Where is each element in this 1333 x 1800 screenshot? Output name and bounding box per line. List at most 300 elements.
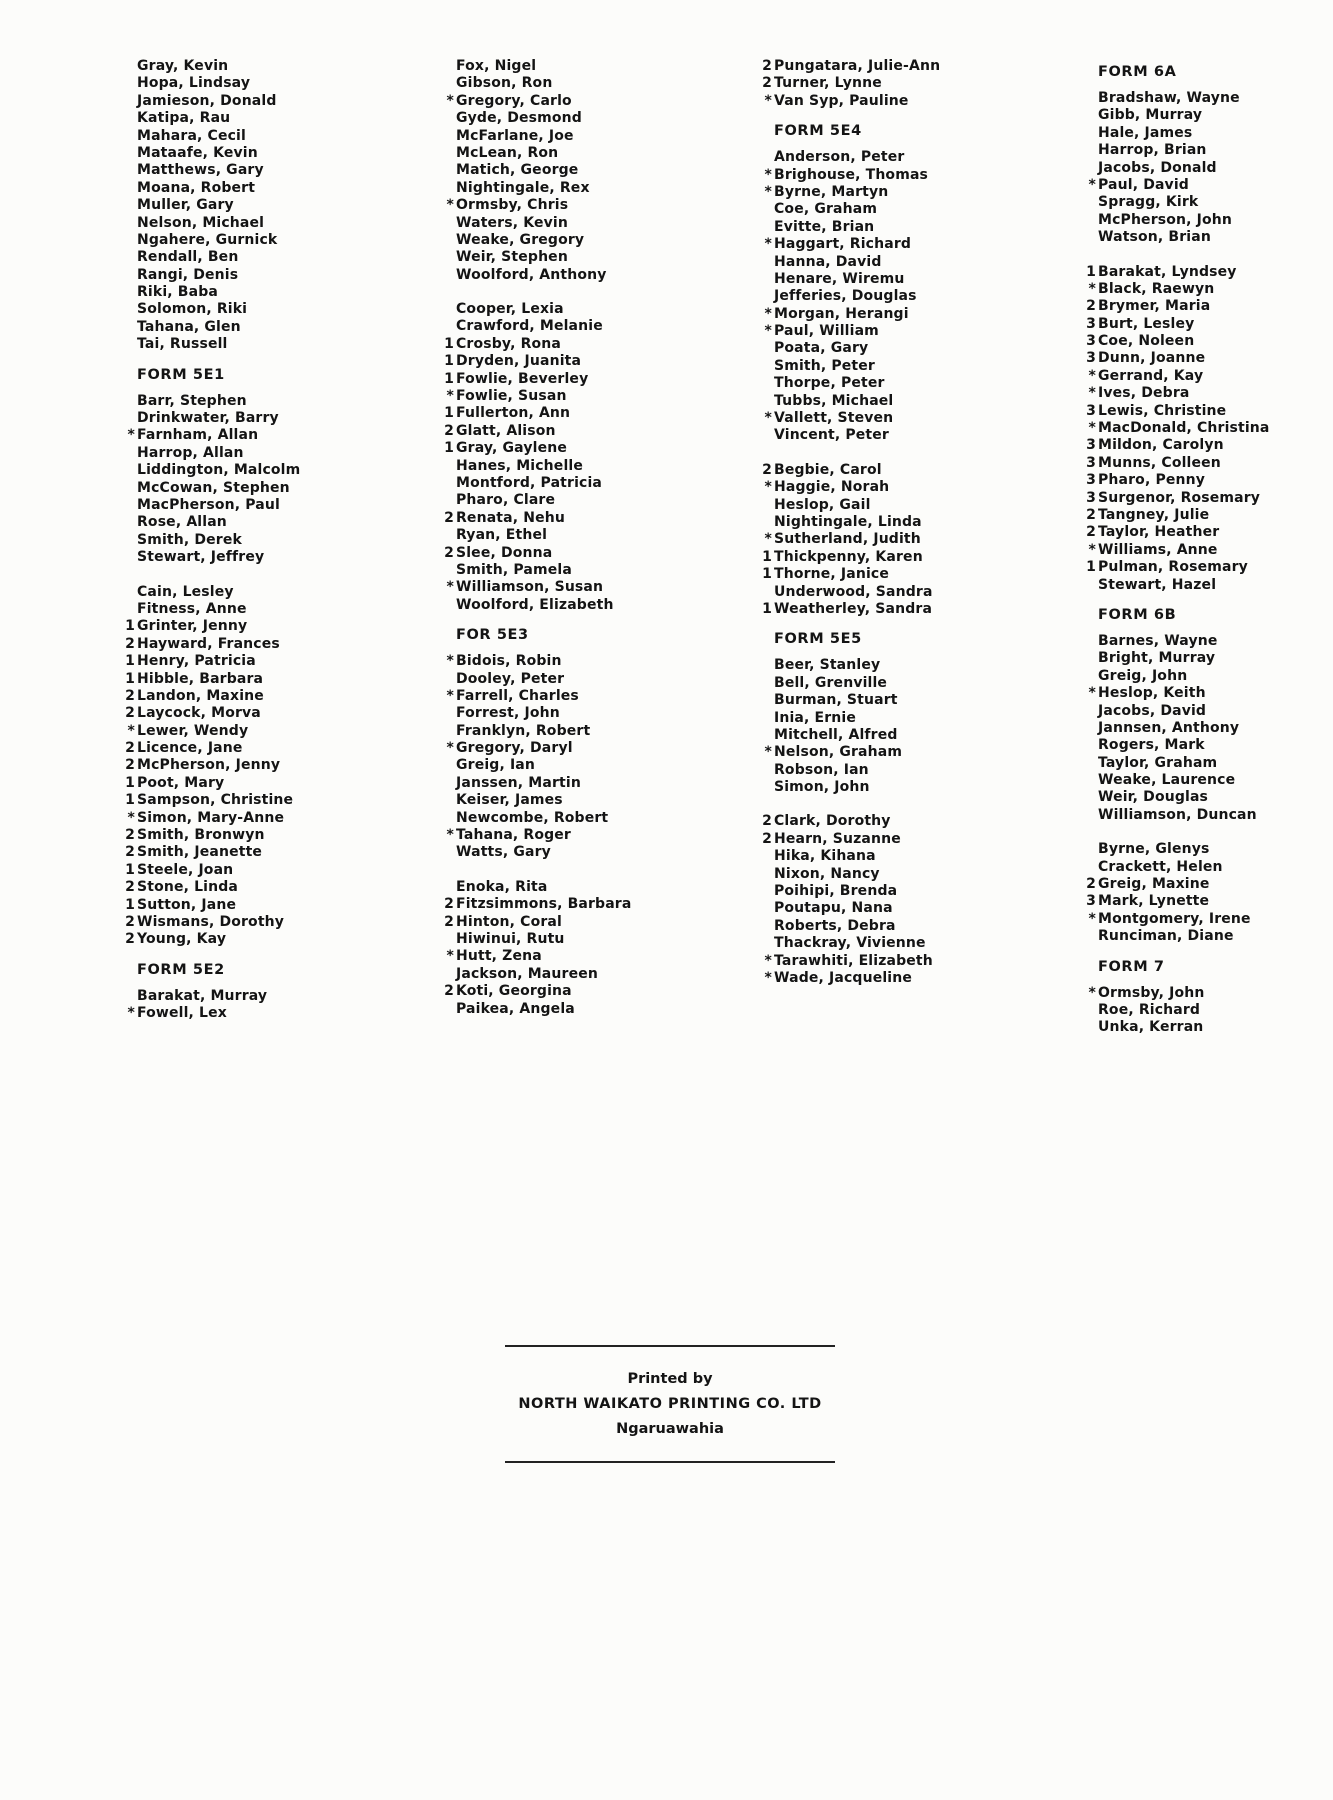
student-entry bbox=[1076, 685, 1333, 702]
student-name: Jannsen, Anthony bbox=[1098, 719, 1240, 736]
entry-mark: * bbox=[764, 969, 772, 986]
entry-mark: 2 bbox=[125, 705, 135, 722]
student-name: Spragg, Kirk bbox=[1098, 194, 1199, 211]
student-entry bbox=[752, 762, 1012, 779]
student-entry bbox=[752, 549, 1012, 566]
student-entry bbox=[752, 657, 1012, 674]
student-name: Munns, Colleen bbox=[1098, 454, 1221, 471]
student-entry bbox=[1076, 142, 1333, 159]
student-entry bbox=[752, 375, 1012, 392]
student-name: Thickpenny, Karen bbox=[774, 548, 923, 565]
student-entry bbox=[1076, 668, 1333, 685]
student-name: Watson, Brian bbox=[1098, 229, 1211, 246]
student-entry bbox=[434, 775, 694, 792]
entry-mark: 2 bbox=[762, 461, 772, 478]
student-name: Ormsby, John bbox=[1098, 984, 1205, 1001]
student-name: Weatherley, Sandra bbox=[774, 600, 933, 617]
student-entry bbox=[434, 458, 694, 475]
student-name: Brymer, Maria bbox=[1098, 298, 1211, 315]
entry-mark: * bbox=[446, 579, 454, 596]
student-entry bbox=[115, 75, 375, 92]
entry-mark: * bbox=[764, 92, 772, 109]
student-entry bbox=[1076, 264, 1333, 281]
entry-mark: 3 bbox=[1086, 893, 1096, 910]
student-name: Roe, Richard bbox=[1098, 1001, 1201, 1018]
student-entry bbox=[115, 427, 375, 444]
student-name: Fox, Nigel bbox=[456, 58, 537, 74]
student-name: McLean, Ron bbox=[456, 144, 559, 161]
student-name: Sutton, Jane bbox=[137, 896, 237, 913]
student-name: Pungatara, Julie-Ann bbox=[774, 58, 941, 74]
student-name: Grinter, Jenny bbox=[137, 618, 248, 635]
student-name: Roberts, Debra bbox=[774, 917, 896, 934]
student-entry bbox=[752, 900, 1012, 917]
student-name: Fowlie, Susan bbox=[456, 388, 567, 405]
student-entry bbox=[434, 688, 694, 705]
entry-mark: * bbox=[1088, 367, 1096, 384]
student-name: Young, Kay bbox=[137, 931, 227, 948]
student-entry bbox=[434, 336, 694, 353]
student-entry bbox=[434, 180, 694, 197]
entry-mark: 1 bbox=[1086, 559, 1096, 576]
student-name: Poihipi, Brenda bbox=[774, 883, 898, 900]
student-name: Mitchell, Alfred bbox=[774, 726, 898, 743]
student-entry bbox=[1076, 437, 1333, 454]
student-name: Haggart, Richard bbox=[774, 236, 912, 253]
student-name: McPherson, John bbox=[1098, 211, 1232, 228]
student-entry bbox=[1076, 368, 1333, 385]
group-spacer bbox=[115, 567, 375, 584]
student-entry bbox=[1076, 177, 1333, 194]
student-entry bbox=[115, 723, 375, 740]
student-name: Taylor, Graham bbox=[1098, 754, 1218, 771]
entry-mark: * bbox=[764, 531, 772, 548]
student-name: Keiser, James bbox=[456, 792, 563, 809]
entry-mark: 1 bbox=[444, 335, 454, 352]
student-entry bbox=[752, 479, 1012, 496]
printer-imprint bbox=[505, 1345, 835, 1463]
student-entry bbox=[115, 58, 375, 75]
student-name: Licence, Jane bbox=[137, 740, 243, 757]
entry-mark: * bbox=[1088, 385, 1096, 402]
student-entry bbox=[1076, 772, 1333, 789]
entry-mark: 2 bbox=[125, 879, 135, 896]
student-entry bbox=[752, 254, 1012, 271]
student-entry bbox=[115, 319, 375, 336]
student-entry bbox=[1076, 650, 1333, 667]
student-entry bbox=[1076, 755, 1333, 772]
entry-mark: * bbox=[446, 827, 454, 844]
entry-mark: 2 bbox=[762, 830, 772, 847]
student-name: Mark, Lynette bbox=[1098, 893, 1210, 910]
student-entry bbox=[752, 514, 1012, 531]
entry-mark: 3 bbox=[1086, 315, 1096, 332]
student-name: Poutapu, Nana bbox=[774, 900, 893, 917]
student-name: Tai, Russell bbox=[137, 336, 228, 353]
student-name: Williamson, Duncan bbox=[1098, 806, 1257, 823]
student-name: Woolford, Elizabeth bbox=[456, 596, 614, 613]
student-entry bbox=[434, 671, 694, 688]
student-entry bbox=[434, 757, 694, 774]
student-entry bbox=[434, 371, 694, 388]
student-name: Solomon, Riki bbox=[137, 301, 248, 318]
student-entry bbox=[434, 128, 694, 145]
form-heading: FORM 5E5 bbox=[774, 631, 862, 648]
student-entry bbox=[752, 462, 1012, 479]
student-entry bbox=[115, 862, 375, 879]
student-entry bbox=[1076, 876, 1333, 893]
student-name: Gregory, Carlo bbox=[456, 92, 572, 109]
student-entry bbox=[752, 201, 1012, 218]
entry-mark: 2 bbox=[762, 813, 772, 830]
student-entry bbox=[1076, 125, 1333, 142]
student-name: Glatt, Alison bbox=[456, 422, 556, 439]
student-entry bbox=[434, 110, 694, 127]
student-name: Forrest, John bbox=[456, 705, 560, 722]
student-entry bbox=[752, 601, 1012, 618]
student-name: Byrne, Glenys bbox=[1098, 841, 1210, 858]
printer-town: Ngaruawahia bbox=[616, 1421, 724, 1437]
student-name: Fitness, Anne bbox=[137, 600, 247, 617]
student-entry bbox=[434, 931, 694, 948]
entry-mark: * bbox=[127, 809, 135, 826]
group-spacer bbox=[1076, 247, 1333, 264]
student-name: Underwood, Sandra bbox=[774, 583, 933, 600]
entry-mark: * bbox=[764, 744, 772, 761]
student-entry bbox=[115, 584, 375, 601]
student-name: Haggie, Norah bbox=[774, 479, 890, 496]
student-entry bbox=[434, 844, 694, 861]
student-name: Tahana, Roger bbox=[456, 827, 571, 844]
entry-mark: 2 bbox=[444, 509, 454, 526]
student-entry bbox=[434, 145, 694, 162]
student-name: Greig, Ian bbox=[456, 757, 536, 774]
entry-mark: 1 bbox=[125, 792, 135, 809]
student-entry bbox=[1076, 350, 1333, 367]
student-entry bbox=[115, 410, 375, 427]
student-entry bbox=[1076, 703, 1333, 720]
student-name: Smith, Pamela bbox=[456, 561, 572, 578]
student-entry bbox=[115, 462, 375, 479]
student-entry bbox=[752, 727, 1012, 744]
student-entry bbox=[752, 866, 1012, 883]
student-name: Dunn, Joanne bbox=[1098, 350, 1206, 367]
student-name: Muller, Gary bbox=[137, 197, 234, 214]
student-name: Sutherland, Judith bbox=[774, 531, 921, 548]
student-name: Heslop, Keith bbox=[1098, 685, 1206, 702]
student-entry bbox=[434, 232, 694, 249]
student-name: Wade, Jacqueline bbox=[774, 969, 912, 986]
student-name: Hibble, Barbara bbox=[137, 670, 264, 687]
student-name: Hanna, David bbox=[774, 253, 882, 270]
student-entry bbox=[115, 844, 375, 861]
entry-mark: 2 bbox=[125, 635, 135, 652]
student-name: Smith, Bronwyn bbox=[137, 827, 265, 844]
student-entry bbox=[434, 579, 694, 596]
student-entry bbox=[434, 792, 694, 809]
student-entry bbox=[434, 983, 694, 1000]
student-name: Tarawhiti, Elizabeth bbox=[774, 952, 933, 969]
student-entry bbox=[115, 128, 375, 145]
entry-mark: 2 bbox=[125, 844, 135, 861]
student-entry bbox=[115, 988, 375, 1005]
student-name: Thackray, Vivienne bbox=[774, 935, 926, 952]
student-entry bbox=[1076, 985, 1333, 1002]
entry-mark: * bbox=[1088, 685, 1096, 702]
student-name: Beer, Stanley bbox=[774, 657, 881, 674]
entry-mark: * bbox=[1088, 280, 1096, 297]
name-column-1 bbox=[115, 58, 375, 1023]
student-entry bbox=[115, 549, 375, 566]
student-name: Simon, Mary-Anne bbox=[137, 809, 285, 826]
student-name: Mataafe, Kevin bbox=[137, 144, 258, 161]
student-name: Anderson, Peter bbox=[774, 149, 905, 166]
student-entry bbox=[752, 883, 1012, 900]
student-name: Hopa, Lindsay bbox=[137, 75, 251, 92]
student-entry bbox=[115, 197, 375, 214]
entry-mark: * bbox=[764, 323, 772, 340]
student-entry bbox=[1076, 90, 1333, 107]
entry-mark: * bbox=[1088, 541, 1096, 558]
student-entry bbox=[115, 162, 375, 179]
student-name: Bright, Murray bbox=[1098, 650, 1216, 667]
student-name: Harrop, Allan bbox=[137, 444, 244, 461]
student-name: Rose, Allan bbox=[137, 514, 227, 531]
student-name: Gyde, Desmond bbox=[456, 110, 582, 127]
student-name: Henry, Patricia bbox=[137, 653, 256, 670]
entry-mark: 1 bbox=[444, 405, 454, 422]
student-entry bbox=[1076, 633, 1333, 650]
student-entry bbox=[115, 671, 375, 688]
student-name: Dooley, Peter bbox=[456, 670, 565, 687]
form-heading: FORM 7 bbox=[1098, 958, 1165, 975]
student-name: Hayward, Frances bbox=[137, 635, 280, 652]
student-entry bbox=[115, 618, 375, 635]
student-name: Simon, John bbox=[774, 779, 870, 796]
bottom-rule bbox=[505, 1461, 835, 1463]
student-entry bbox=[115, 914, 375, 931]
student-entry bbox=[115, 445, 375, 462]
form-heading: FORM 6B bbox=[1098, 606, 1177, 623]
student-name: Hinton, Coral bbox=[456, 913, 562, 930]
student-name: Mahara, Cecil bbox=[137, 127, 246, 144]
student-name: Coe, Graham bbox=[774, 201, 878, 218]
student-name: Laycock, Morva bbox=[137, 705, 261, 722]
student-entry bbox=[1076, 859, 1333, 876]
entry-mark: * bbox=[764, 183, 772, 200]
student-entry bbox=[434, 510, 694, 527]
student-entry bbox=[752, 288, 1012, 305]
student-name: Nelson, Graham bbox=[774, 744, 903, 761]
group-spacer bbox=[1076, 824, 1333, 841]
student-name: Smith, Jeanette bbox=[137, 844, 263, 861]
entry-mark: 2 bbox=[125, 931, 135, 948]
student-name: Jefferies, Douglas bbox=[774, 288, 917, 305]
student-name: Ryan, Ethel bbox=[456, 527, 548, 544]
student-entry bbox=[434, 440, 694, 457]
entry-mark: 3 bbox=[1086, 454, 1096, 471]
entry-mark: * bbox=[764, 952, 772, 969]
student-name: Weir, Stephen bbox=[456, 249, 568, 266]
student-entry bbox=[115, 1005, 375, 1022]
group-spacer bbox=[752, 796, 1012, 813]
student-entry bbox=[115, 249, 375, 266]
printer-company: NORTH WAIKATO PRINTING CO. LTD bbox=[518, 1396, 822, 1412]
student-entry bbox=[115, 601, 375, 618]
student-entry bbox=[434, 810, 694, 827]
student-entry bbox=[752, 831, 1012, 848]
student-name: Barakat, Lyndsey bbox=[1098, 263, 1237, 280]
student-entry bbox=[115, 180, 375, 197]
student-entry bbox=[1076, 455, 1333, 472]
entry-mark: * bbox=[1088, 420, 1096, 437]
student-entry bbox=[115, 532, 375, 549]
top-rule bbox=[505, 1345, 835, 1347]
student-entry bbox=[434, 740, 694, 757]
student-name: Van Syp, Pauline bbox=[774, 92, 909, 109]
student-name: Hika, Kihana bbox=[774, 848, 876, 865]
name-column-4 bbox=[1076, 58, 1333, 1037]
student-name: Koti, Georgina bbox=[456, 983, 572, 1000]
entry-mark: * bbox=[446, 948, 454, 965]
student-entry bbox=[434, 527, 694, 544]
entry-mark: * bbox=[127, 722, 135, 739]
student-name: Stewart, Jeffrey bbox=[137, 549, 265, 566]
student-entry bbox=[1076, 542, 1333, 559]
student-name: Mildon, Carolyn bbox=[1098, 437, 1224, 454]
student-entry bbox=[434, 353, 694, 370]
student-name: Williams, Anne bbox=[1098, 541, 1218, 558]
student-name: Steele, Joan bbox=[137, 861, 234, 878]
entry-mark: 2 bbox=[1086, 506, 1096, 523]
student-entry bbox=[1076, 559, 1333, 576]
entry-mark: * bbox=[1088, 984, 1096, 1001]
student-entry bbox=[1076, 841, 1333, 858]
student-name: Hearn, Suzanne bbox=[774, 830, 901, 847]
entry-mark: 2 bbox=[444, 544, 454, 561]
student-name: Jacobs, David bbox=[1098, 702, 1207, 719]
student-entry bbox=[752, 953, 1012, 970]
student-entry bbox=[434, 405, 694, 422]
student-name: Barr, Stephen bbox=[137, 392, 247, 409]
student-entry bbox=[1076, 911, 1333, 928]
entry-mark: * bbox=[764, 166, 772, 183]
student-name: Lewis, Christine bbox=[1098, 402, 1227, 419]
student-entry bbox=[115, 93, 375, 110]
student-name: Liddington, Malcolm bbox=[137, 462, 301, 479]
student-name: Hutt, Zena bbox=[456, 948, 542, 965]
student-name: Renata, Nehu bbox=[456, 509, 565, 526]
student-entry bbox=[434, 58, 694, 75]
student-entry bbox=[115, 897, 375, 914]
student-entry bbox=[1076, 577, 1333, 594]
student-name: Burt, Lesley bbox=[1098, 315, 1195, 332]
student-name: Weake, Laurence bbox=[1098, 772, 1236, 789]
student-entry bbox=[752, 323, 1012, 340]
student-entry bbox=[752, 219, 1012, 236]
student-name: Dryden, Juanita bbox=[456, 353, 582, 370]
student-name: Weake, Gregory bbox=[456, 231, 585, 248]
student-name: Greig, John bbox=[1098, 667, 1188, 684]
student-entry bbox=[434, 1001, 694, 1018]
student-name: Matthews, Gary bbox=[137, 162, 264, 179]
student-name: Stone, Linda bbox=[137, 879, 239, 896]
student-entry bbox=[1076, 807, 1333, 824]
student-name: McFarlane, Joe bbox=[456, 127, 574, 144]
entry-mark: * bbox=[446, 388, 454, 405]
entry-mark: 2 bbox=[125, 757, 135, 774]
student-entry bbox=[115, 215, 375, 232]
student-name: Gregory, Daryl bbox=[456, 740, 573, 757]
entry-mark: 2 bbox=[1086, 298, 1096, 315]
entry-mark: * bbox=[127, 427, 135, 444]
student-name: Gray, Gaylene bbox=[456, 440, 567, 457]
student-name: Ngahere, Gurnick bbox=[137, 231, 278, 248]
student-name: Surgenor, Rosemary bbox=[1098, 489, 1261, 506]
student-entry bbox=[434, 267, 694, 284]
student-entry bbox=[752, 566, 1012, 583]
form-heading: FORM 5E2 bbox=[137, 961, 225, 978]
student-entry bbox=[1076, 789, 1333, 806]
entry-mark: 1 bbox=[125, 670, 135, 687]
student-name: Landon, Maxine bbox=[137, 687, 264, 704]
student-name: Byrne, Martyn bbox=[774, 183, 889, 200]
student-entry bbox=[1076, 316, 1333, 333]
student-entry bbox=[752, 167, 1012, 184]
student-entry bbox=[434, 597, 694, 614]
student-name: Slee, Donna bbox=[456, 544, 553, 561]
student-name: Crackett, Helen bbox=[1098, 858, 1223, 875]
entry-mark: * bbox=[127, 1005, 135, 1022]
student-entry bbox=[434, 249, 694, 266]
entry-mark: 1 bbox=[125, 653, 135, 670]
entry-mark: 2 bbox=[125, 913, 135, 930]
student-entry bbox=[1076, 212, 1333, 229]
student-name: Riki, Baba bbox=[137, 284, 218, 301]
entry-mark: 2 bbox=[762, 75, 772, 92]
student-name: Greig, Maxine bbox=[1098, 876, 1210, 893]
student-entry bbox=[752, 848, 1012, 865]
student-name: Bradshaw, Wayne bbox=[1098, 90, 1240, 106]
student-entry bbox=[115, 267, 375, 284]
student-entry bbox=[752, 75, 1012, 92]
student-name: Barnes, Wayne bbox=[1098, 632, 1218, 649]
entry-mark: 1 bbox=[125, 774, 135, 791]
student-entry bbox=[434, 723, 694, 740]
entry-mark: 1 bbox=[125, 861, 135, 878]
student-name: Waters, Kevin bbox=[456, 214, 568, 231]
entry-mark: * bbox=[446, 653, 454, 670]
student-name: Gerrand, Kay bbox=[1098, 367, 1204, 384]
student-name: Gibson, Ron bbox=[456, 75, 553, 92]
student-name: Jamieson, Donald bbox=[137, 92, 277, 109]
student-entry bbox=[1076, 490, 1333, 507]
student-name: Jacobs, Donald bbox=[1098, 159, 1217, 176]
entry-mark: 2 bbox=[125, 740, 135, 757]
student-entry bbox=[115, 931, 375, 948]
student-name: Montgomery, Irene bbox=[1098, 910, 1251, 927]
student-entry bbox=[752, 779, 1012, 796]
student-entry bbox=[1076, 720, 1333, 737]
student-name: Bidois, Robin bbox=[456, 653, 562, 670]
student-entry bbox=[434, 948, 694, 965]
student-name: Janssen, Martin bbox=[456, 774, 581, 791]
student-entry bbox=[115, 757, 375, 774]
student-entry bbox=[434, 492, 694, 509]
entry-mark: * bbox=[446, 687, 454, 704]
group-spacer bbox=[434, 862, 694, 879]
student-name: MacDonald, Christina bbox=[1098, 420, 1270, 437]
